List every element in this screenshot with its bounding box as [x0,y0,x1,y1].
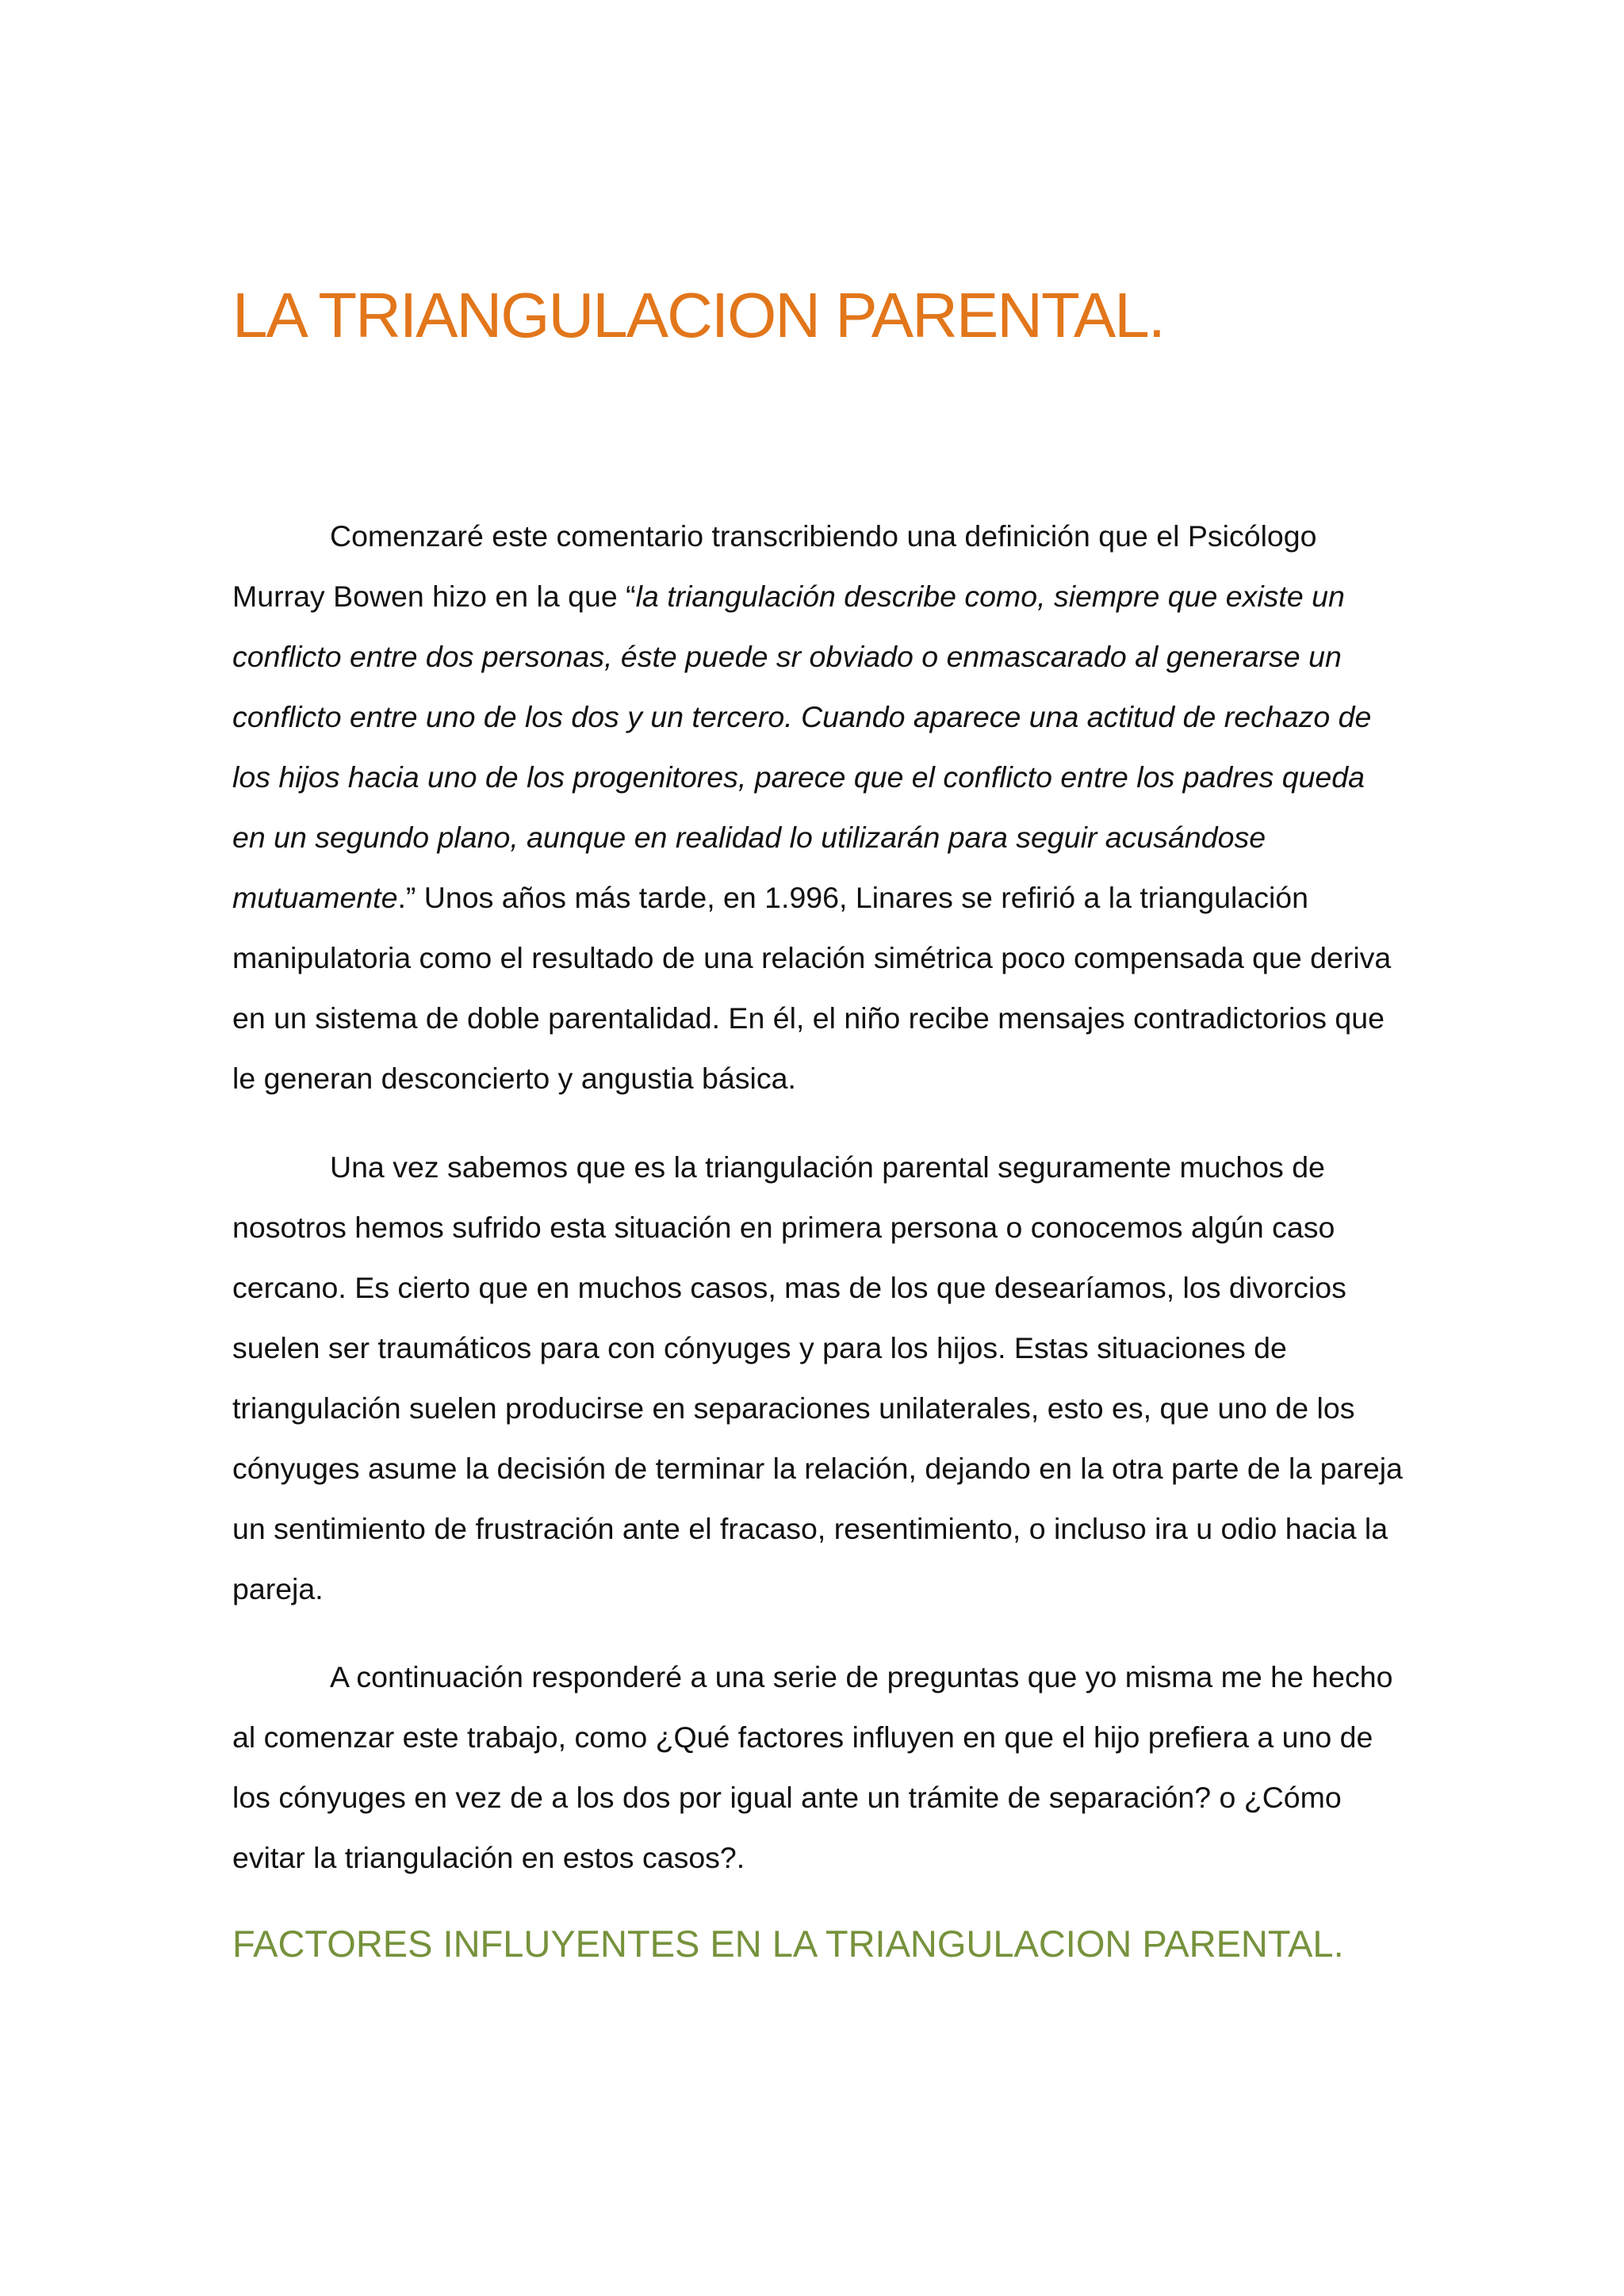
bowen-quote: la triangulación describe como, siempre que existe un conflicto entre dos personas, éste puede sr obviado o enmascarado al generarse un conflicto entre uno de los dos y un tercero. Cuando aparece una actitud de rechazo de los hijos hacia uno de los progenitores, parece que el conflicto entre los padres queda en un segundo plano, aunque en realidad lo utilizarán para seguir acusándose mutuamente [232,580,1372,914]
document-title: LA TRIANGULACION PARENTAL. [232,280,1164,350]
paragraph-3-text: A continuación responderé a una serie de preguntas que yo misma me he hecho al comenzar este trabajo, como ¿Qué factores influyen en que el hijo prefiera a uno de los cónyuges en vez de a los dos por igual ante un trámite de separación? o ¿Cómo evitar la triangulación en estos casos?. [232,1660,1393,1874]
paragraph-2 [232,1137,1406,1619]
paragraph-3 [232,1647,1406,1888]
paragraph-1-rest: .” Unos años más tarde, en 1.996, Linares se refirió a la triangulación manipulatoria como el resultado de una relación simétrica poco compensada que deriva en un sistema de doble parentalidad. En él, el niño recibe mensajes contradictorios que le generan desconcierto y angustia básica. [232,881,1392,1095]
paragraph-2-text: Una vez sabemos que es la triangulación parental seguramente muchos de nosotros hemos sufrido esta situación en primera persona o conocemos algún caso cercano. Es cierto que en muchos casos, mas de los que desearíamos, los divorcios suelen ser traumáticos para con cónyuges y para los hijos. Estas situaciones de triangulación suelen producirse en separaciones unilaterales, esto es, que uno de los cónyuges asume la decisión de terminar la relación, dejando en la otra parte de la pareja un sentimiento de frustración ante el fracaso, resentimiento, o incluso ira u odio hacia la pareja. [232,1150,1403,1605]
paragraph-1-intro: Comenzaré este comentario transcribiendo una definición que el Psicólogo Murray Bowen hizo en la que “ [232,519,1317,613]
section-subheading: FACTORES INFLUYENTES EN LA TRIANGULACION PARENTAL. [232,1923,1344,1965]
paragraph-1-text [232,506,1406,1108]
paragraph-1 [232,506,1406,1108]
